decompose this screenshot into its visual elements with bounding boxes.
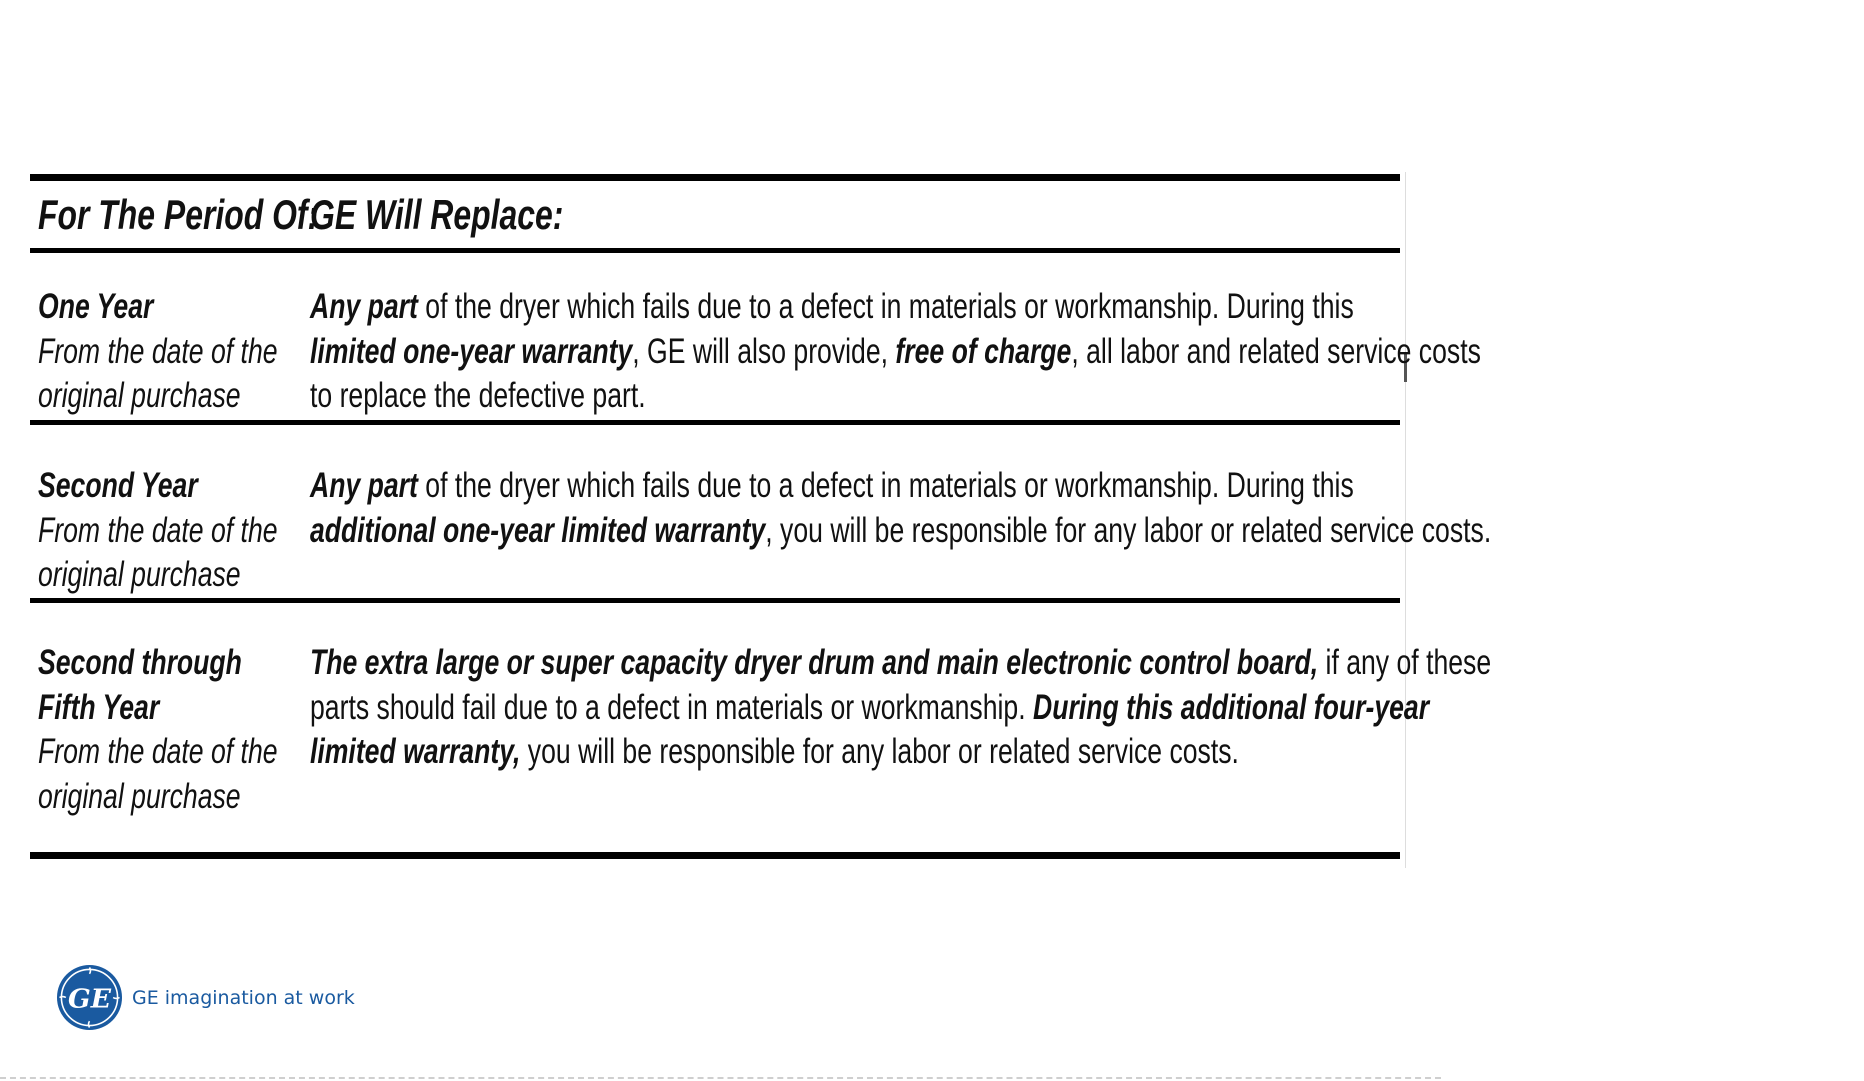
bottom-dashed-border [0, 1077, 1441, 1079]
coverage-cell-second-year: Any part of the dryer which fails due to a defect in materials or workmanship. During this additional one-year limited warranty, you will be responsible for any labor or related service costs. [310, 466, 1492, 550]
table-bottom-rule [30, 852, 1400, 859]
coverage-cell-one-year: Any part of the dryer which fails due to a defect in materials or workmanship. During this limited one-year warranty, GE will also provide, free of charge, all labor and related service costs to replace the defective part. [310, 287, 1481, 415]
coverage-cell-second-through-fifth-year: The extra large or super capacity dryer drum and main electronic control board, if any of these parts should fail due to a defect in materials or workmanship. During this additional four-year limited warranty, you will be responsible for any labor or related service costs. [310, 643, 1492, 771]
footer-tagline: GE imagination at work [132, 986, 355, 1009]
period-cell-second-year: Second Year From the date of the original purchase [38, 466, 278, 594]
header-divider [30, 248, 1400, 253]
row-divider-2 [30, 598, 1400, 603]
table-top-rule [30, 174, 1400, 181]
header-replace: GE Will Replace: [310, 191, 564, 238]
ge-logo-icon [56, 964, 123, 1031]
footer [56, 964, 355, 1031]
row-divider-1 [30, 420, 1400, 425]
ge-logo-monogram: GE [68, 983, 111, 1015]
period-cell-second-through-fifth-year: Second through Fifth Year From the date of the original purchase [38, 643, 278, 816]
header-period: For The Period Of: [38, 191, 319, 238]
period-cell-one-year: One Year From the date of the original purchase [38, 287, 278, 415]
